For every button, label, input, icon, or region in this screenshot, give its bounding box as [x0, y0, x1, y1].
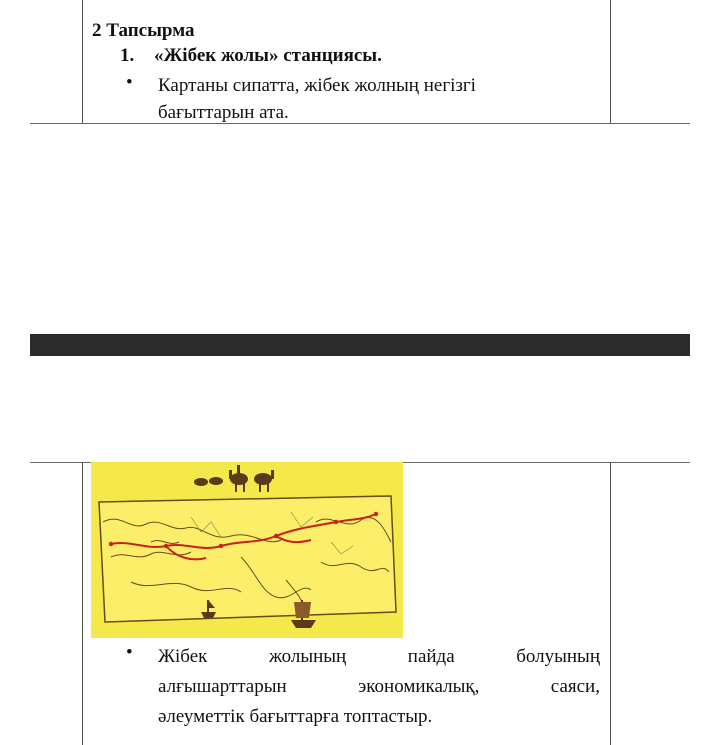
bullet-icon: •	[126, 642, 133, 663]
item-title: «Жібек жолы» станциясы.	[154, 45, 382, 66]
bullet-item-describe-map	[126, 72, 586, 128]
item-number: 1.	[120, 45, 135, 66]
word: болуының	[516, 646, 600, 667]
table-border-left-top	[82, 0, 83, 124]
table-border-right-top	[610, 0, 611, 124]
silk-road-map-image	[91, 462, 403, 638]
word: экономикалық,	[358, 676, 480, 697]
word: саяси,	[550, 676, 600, 697]
bullet-text-line: Картаны сипатта, жібек жолның негізгі	[158, 75, 476, 96]
page-separator-band	[30, 334, 690, 356]
bullet-text-line: әлеуметтік бағыттарға топтастыр.	[158, 706, 433, 727]
numbered-item	[120, 45, 382, 67]
bullet-text-line: бағыттарын ата.	[158, 102, 289, 123]
word: алғышарттарын	[158, 676, 287, 697]
word: жолының	[268, 646, 347, 667]
table-border-right-bottom	[610, 462, 611, 745]
word: Жібек	[158, 646, 208, 667]
bullet-icon: •	[126, 72, 133, 93]
word: пайда	[407, 646, 455, 667]
bullet-text	[158, 642, 600, 732]
bullet-item-group-prerequisites	[126, 642, 606, 734]
bullet-text-line	[158, 642, 600, 672]
table-border-left-bottom	[82, 462, 83, 745]
bullet-text-line	[158, 672, 600, 702]
bullet-text	[158, 72, 476, 126]
camel-caravan-icon	[194, 465, 274, 492]
task-title: 2 Тапсырма	[92, 20, 195, 41]
